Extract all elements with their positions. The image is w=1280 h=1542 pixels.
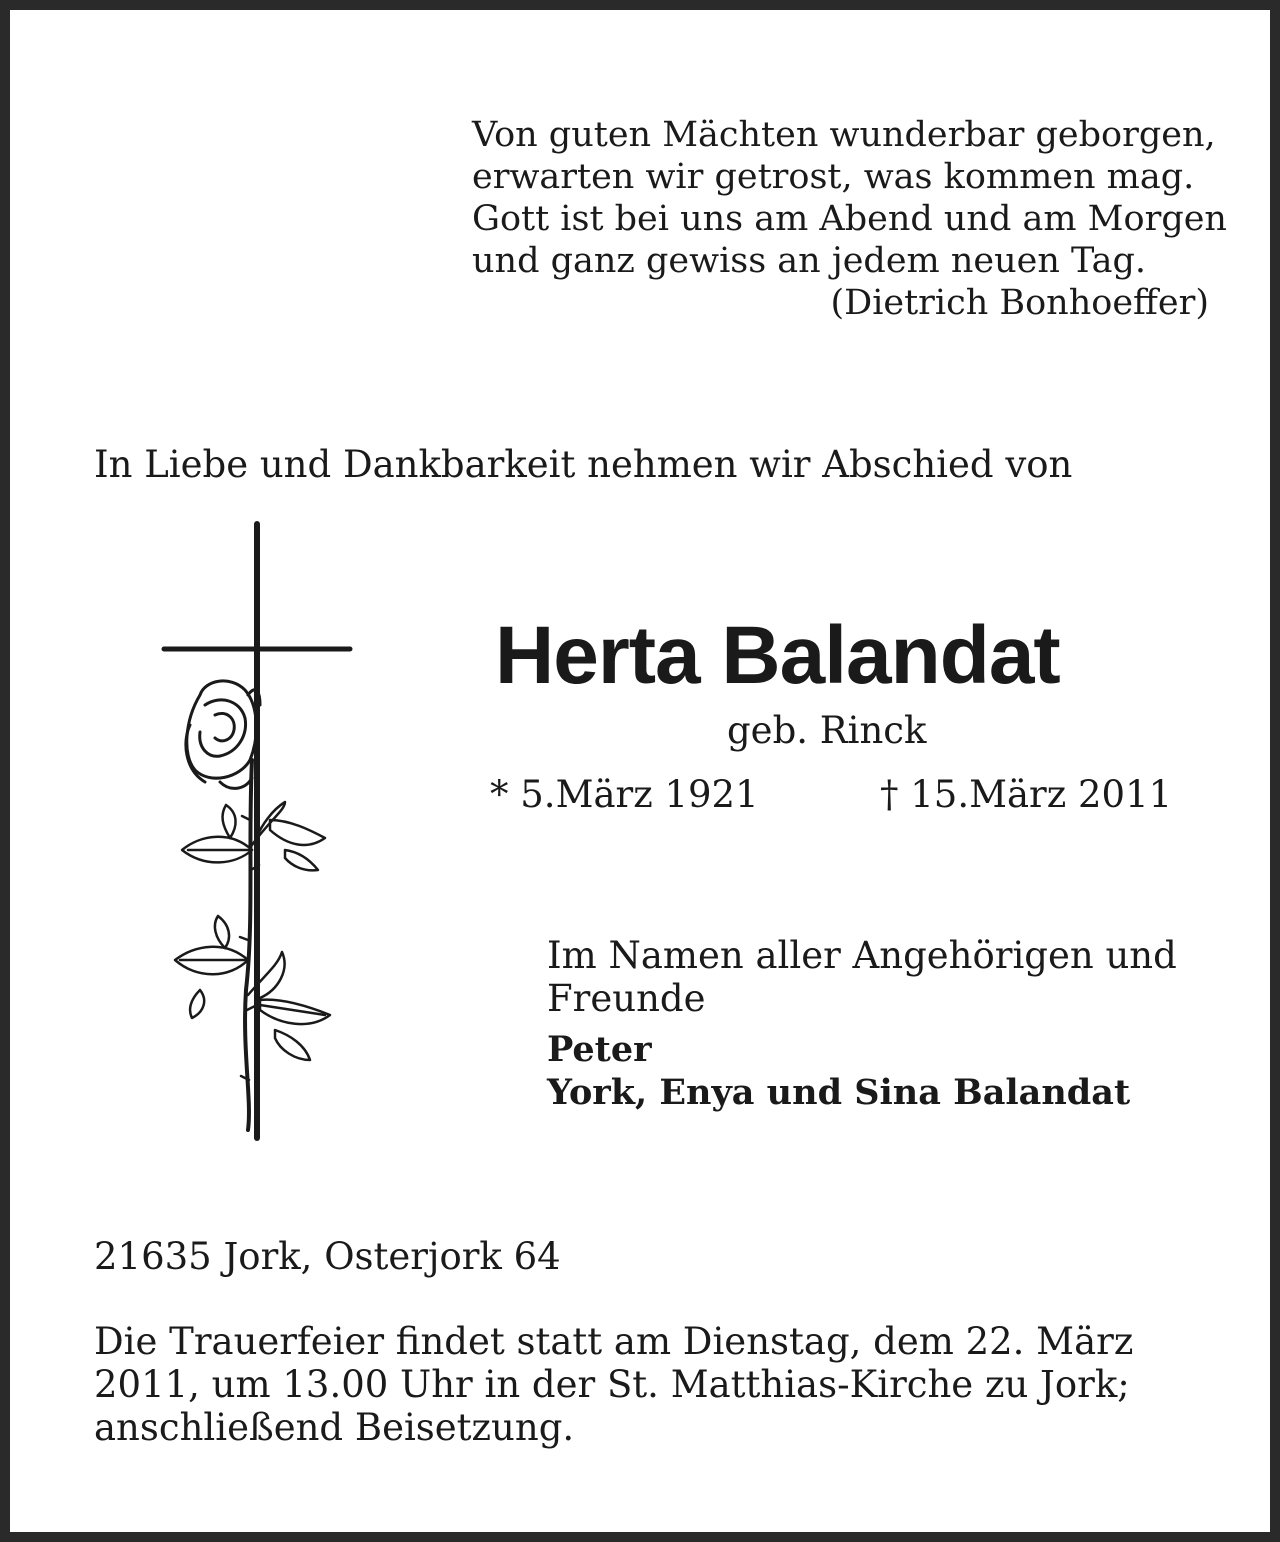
ceremony-line: 2011, um 13.00 Uhr in der St. Matthias-Kirche zu Jork; [94, 1363, 1130, 1406]
ceremony-line: anschließend Beisetzung. [94, 1406, 575, 1449]
death-date: † 15.März 2011 [880, 773, 1173, 816]
farewell-intro: In Liebe und Dankbarkeit nehmen wir Abschied von [94, 443, 1073, 486]
quote-author: (Dietrich Bonhoeffer) [830, 283, 1209, 323]
rose-leaves [175, 802, 330, 1060]
deceased-name: Herta Balandat [495, 610, 1060, 701]
family-intro-line: Freunde [547, 977, 706, 1020]
quote-line: Gott ist bei uns am Abend und am Morgen [472, 199, 1227, 239]
funeral-ceremony-info [94, 1320, 1224, 1449]
quote-line: Von guten Mächten wunderbar geborgen, [472, 115, 1216, 155]
mourner-name: York, Enya und Sina Balandat [547, 1072, 1131, 1113]
ceremony-line: Die Trauerfeier findet statt am Dienstag, dem 22. März [94, 1320, 1134, 1363]
bonhoeffer-quote [472, 114, 1232, 324]
family-signature [547, 934, 1247, 1114]
address: 21635 Jork, Osterjork 64 [94, 1235, 561, 1278]
maiden-name: geb. Rinck [727, 709, 927, 752]
quote-line: und ganz gewiss an jedem neuen Tag. [472, 241, 1147, 281]
mourner-name: Peter [547, 1029, 652, 1070]
quote-line: erwarten wir getrost, was kommen mag. [472, 157, 1195, 197]
rose-stem [245, 760, 252, 1130]
cross-with-rose-icon [160, 520, 360, 1145]
birth-date: * 5.März 1921 [490, 773, 759, 816]
family-intro-line: Im Namen aller Angehörigen und [547, 934, 1177, 977]
rose-blossom [186, 681, 260, 788]
